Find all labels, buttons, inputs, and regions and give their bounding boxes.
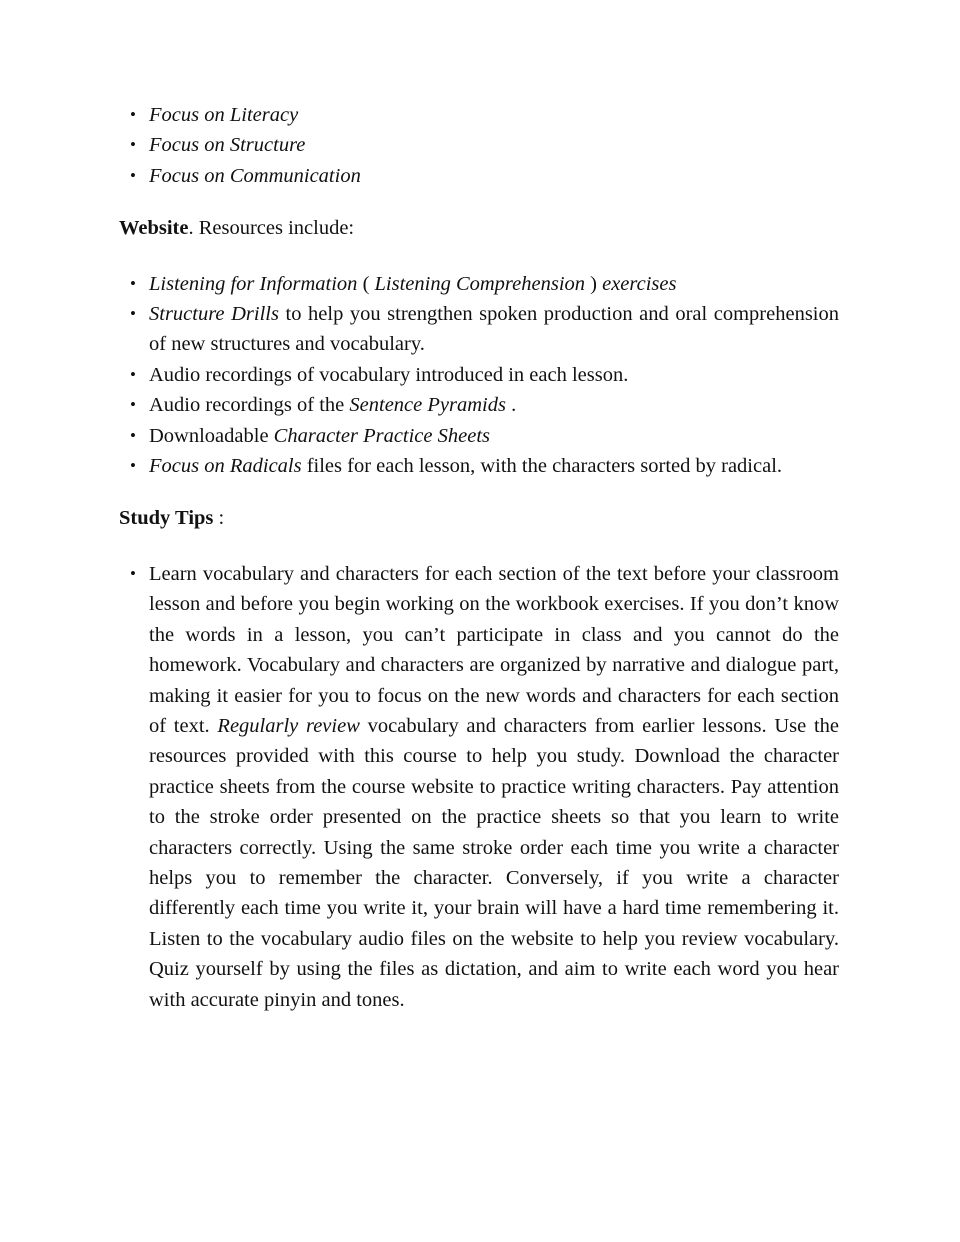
list-item: [119, 360, 839, 390]
study-tips-heading-rest: :: [213, 507, 225, 530]
resource-segment: Listening for Information: [149, 272, 358, 295]
list-item: [119, 299, 839, 360]
document-content: [119, 100, 839, 1015]
focus-list: [119, 100, 839, 191]
study-tips-part1: Learn vocabulary and characters for each section of the text before your classroom lesson and before you begin working on the workbook exercises. If you don’t know the words in a lesson, you can’t participate in class and you cannot do the homework. Vocabulary and characters are organized by narrative and dialogue part, making it easier for you to focus on the new words and characters for each section of text.: [149, 562, 839, 737]
spacer: [119, 191, 839, 213]
spacer: [119, 244, 839, 269]
spacer: [119, 534, 839, 559]
list-item: [119, 130, 839, 160]
resource-segment: Listening Comprehension: [374, 272, 586, 295]
resource-segment: .: [505, 394, 517, 417]
focus-item-label: Focus on Communication: [149, 164, 361, 187]
focus-item-label: Focus on Literacy: [149, 104, 299, 126]
resource-segment: files for each lesson, with the characters sorted by radical.: [301, 455, 783, 478]
list-item: [119, 161, 839, 191]
website-heading-label: Website: [119, 217, 189, 240]
resource-segment: ): [585, 272, 603, 295]
resource-segment: Sentence Pyramids: [349, 394, 506, 417]
list-item: [119, 559, 839, 1015]
resource-segment: Focus on Radicals: [149, 455, 302, 478]
focus-item-label: Focus on Structure: [149, 134, 306, 157]
list-item: [119, 421, 839, 451]
resource-segment: exercises: [602, 272, 677, 295]
website-heading-rest: . Resources include:: [188, 217, 355, 240]
study-tips-part2: vocabulary and characters from earlier lessons. Use the resources provided with this course to help you study. Download the character practice sheets from the course website to practice writing characters. Pay attention to the stroke order presented on the practice sheets so that you learn to write characters correctly. Using the same stroke order each time you write a character helps you to remember the character. Conversely, if you write a character differently each time you write it, your brain will have a hard time remembering it. Listen to the vocabulary audio files on the website to help you review vocabulary. Quiz yourself by using the files as dictation, and aim to write each word you hear with accurate pinyin and tones.: [149, 714, 839, 1011]
website-heading: [119, 213, 839, 243]
list-item: [119, 100, 839, 130]
resource-segment: Downloadable: [149, 424, 274, 447]
list-item: [119, 390, 839, 420]
website-resources-list: [119, 269, 839, 482]
resource-segment: (: [357, 272, 375, 295]
resource-segment: Structure Drills: [149, 303, 279, 326]
list-item: [119, 451, 839, 481]
resource-segment: Audio recordings of vocabulary introduced in each lesson.: [149, 363, 629, 386]
resource-segment: Character Practice Sheets: [273, 424, 491, 447]
resource-segment: Audio recordings of the: [149, 394, 350, 417]
resource-segment: to help you strengthen spoken production and oral comprehension of new structures and vocabulary.: [149, 303, 839, 356]
study-tips-list: [119, 559, 839, 1015]
study-tips-heading-label: Study Tips: [119, 507, 214, 530]
list-item: [119, 269, 839, 299]
study-tips-emphasis: Regularly review: [217, 714, 360, 737]
study-tips-heading: [119, 503, 839, 533]
spacer: [119, 481, 839, 503]
